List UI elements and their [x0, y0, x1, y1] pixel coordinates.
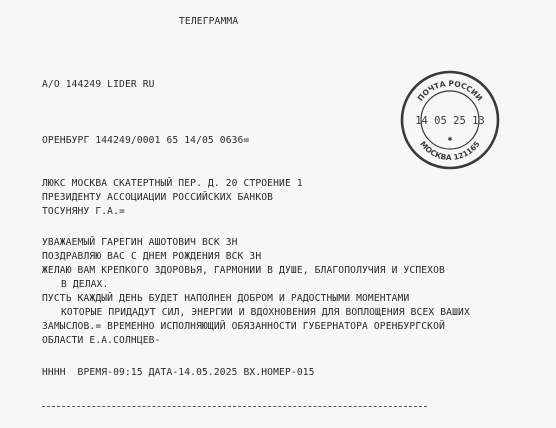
postal-stamp [398, 68, 502, 172]
message-line-4: В ДЕЛАХ. [61, 279, 109, 290]
addressee-line-1: ЛЮКС МОСКВА СКАТЕРТНЫЙ ПЕР. Д. 20 СТРОЕНИЕ 1 [42, 178, 303, 189]
message-line-2: ПОЗДРАВЛЯЮ ВАС С ДНЕМ РОЖДЕНИЯ ВСК ЗН [42, 251, 262, 262]
stamp-top-text: ПОЧТА РОССИИ [415, 78, 485, 103]
dashed-separator [42, 406, 427, 407]
message-line-7: ЗАМЫСЛОВ.= ВРЕМЕННО ИСПОЛНЯЮЩИЙ ОБЯЗАННОСТИ ГУБЕРНАТОРА ОРЕНБУРГСКОЙ [42, 321, 445, 332]
address-code: А/О 144249 LIDER RU [42, 79, 155, 90]
stamp-bottom-text: МОСКВА 121165 [418, 139, 482, 163]
addressee-line-2: ПРЕЗИДЕНТУ АССОЦИАЦИИ РОССИЙСКИХ БАНКОВ [42, 192, 274, 203]
origin-line: ОРЕНБУРГ 144249/0001 65 14/05 0636= [42, 135, 250, 146]
message-line-1: УВАЖАЕМЫЙ ГАРЕГИН АШОТОВИЧ ВСК ЗН [42, 237, 238, 248]
message-line-5: ПУСТЬ КАЖДЫЙ ДЕНЬ БУДЕТ НАПОЛНЕН ДОБРОМ И РАДОСТНЫМИ МОМЕНТАМИ [42, 293, 410, 304]
message-line-3: ЖЕЛАЮ ВАМ КРЕПКОГО ЗДОРОВЬЯ, ГАРМОНИИ В ДУШЕ, БЛАГОПОЛУЧИЯ И УСПЕХОВ [42, 265, 445, 276]
message-line-6: КОТОРЫЕ ПРИДАДУТ СИЛ, ЭНЕРГИИ И ВДОХНОВЕНИЯ ДЛЯ ВОПЛОЩЕНИЯ ВСЕХ ВАШИХ [61, 307, 470, 318]
stamp-date-text: 14 05 25 13 [415, 115, 485, 127]
document-title: ТЕЛЕГРАММА [179, 16, 239, 27]
message-line-8: ОБЛАСТИ Е.А.СОЛНЦЕВ- [42, 335, 161, 346]
star-icon: ✱ [447, 136, 453, 143]
addressee-line-3: ТОСУНЯНУ Г.А.= [42, 206, 125, 217]
service-footer: НННН ВРЕМЯ-09:15 ДАТА-14.05.2025 ВХ.НОМЕР-015 [42, 367, 315, 378]
